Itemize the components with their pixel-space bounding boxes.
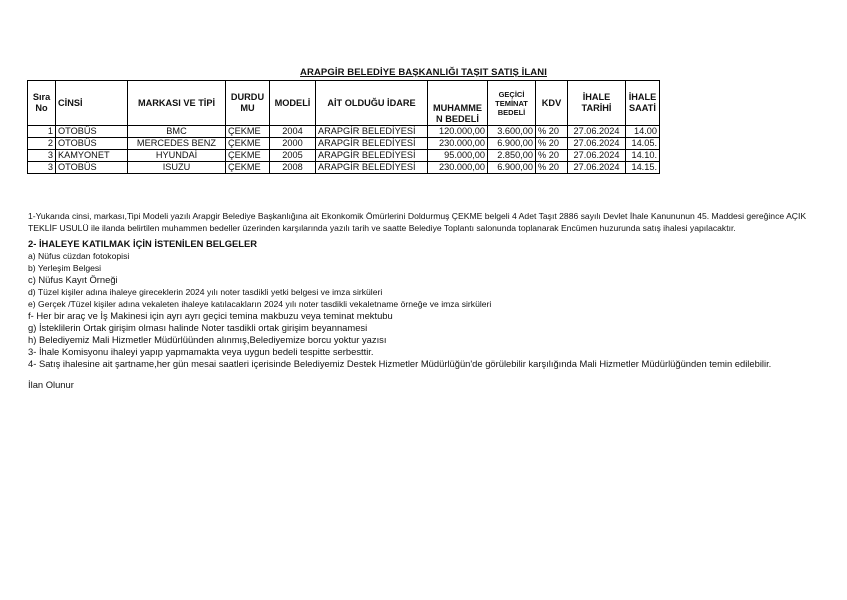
cell-sira: 3 [28,162,56,174]
cell-modeli: 2005 [270,150,316,162]
cell-kdv: % 20 [536,126,568,138]
announcement-body [28,210,828,391]
cell-teminat: 2.850,00 [488,150,536,162]
cell-idare: ARAPGİR BELEDİYESİ [316,162,428,174]
cell-idare: ARAPGİR BELEDİYESİ [316,150,428,162]
header-bedel: MUHAMMEN BEDELİ [428,81,488,126]
cell-markasi: HYUNDAİ [128,150,226,162]
cell-tarih: 27.06.2024 [568,138,626,150]
header-saat: İHALE SAATİ [626,81,660,126]
header-markasi: MARKASI VE TİPİ [128,81,226,126]
cell-durumu: ÇEKME [226,126,270,138]
cell-tarih: 27.06.2024 [568,126,626,138]
cell-markasi: ISUZU [128,162,226,174]
document-item-h: h) Belediyemiz Mali Hizmetler Müdürlüünden alınmış,Belediyemize borcu yoktur yazısı [28,334,387,345]
header-durumu: DURDUMU [226,81,270,126]
cell-modeli: 2004 [270,126,316,138]
cell-markasi: MERCEDES BENZ [128,138,226,150]
cell-cinsi: OTOBÜS [56,126,128,138]
paragraph-3: 3- İhale Komisyonu ihaleyi yapıp yapmamakta veya uygun bedeli tespitte serbesttir. [28,346,374,357]
document-item-c: c) Nüfus Kayıt Örneği [28,274,118,285]
cell-bedel: 230.000,00 [428,162,488,174]
header-tarih: İHALE TARİHİ [568,81,626,126]
header-idare: AİT OLDUĞU İDARE [316,81,428,126]
cell-saat: 14.10. [626,150,660,162]
vehicle-table [27,80,660,174]
cell-bedel: 120.000,00 [428,126,488,138]
cell-kdv: % 20 [536,162,568,174]
header-teminat: GEÇİCİ TEMİNAT BEDELİ [488,81,536,126]
cell-teminat: 6.900,00 [488,162,536,174]
cell-markasi: BMC [128,126,226,138]
section-2-heading: 2- İHALEYE KATILMAK İÇİN İSTENİLEN BELGELER [28,238,257,249]
cell-durumu: ÇEKME [226,150,270,162]
cell-saat: 14.05. [626,138,660,150]
cell-cinsi: KAMYONET [56,150,128,162]
cell-sira: 1 [28,126,56,138]
header-kdv: KDV [536,81,568,126]
table-row [28,162,660,174]
paragraph-1: 1-Yukarıda cinsi, markası,Tipi Modeli yazılı Arapgir Belediye Başkanlığına ait Ekonkomik Ömürlerini Doldurmuş ÇEKME belgeli 4 Adet Taşıt 2886 sayılı Devlet İhale Kanununun 45. Maddesi gereğince AÇIK TEKLİF USULÜ ile ilanda belirtilen muhammen bedeller üzerinden karşılarında yazılı tarih ve saatte Belediye Toplantı salonunda toplanarak Encümen huzurunda satış ihalesi yapılacaktır. [28,211,807,233]
cell-durumu: ÇEKME [226,162,270,174]
cell-teminat: 3.600,00 [488,126,536,138]
paragraph-4: 4- Satış ihalesine ait şartname,her gün mesai saatleri içerisinde Belediyemiz Destek Hizmetler Müdürlüğün'de görülebilir karşılığında Mali Hizmetler Müdürlüğünden temin edilebilir. [28,358,772,369]
closing-text: İlan Olunur [28,379,74,390]
document-item-a: a) Nüfus cüzdan fotokopisi [28,251,130,261]
cell-modeli: 2000 [270,138,316,150]
cell-saat: 14.00 [626,126,660,138]
page-title: ARAPGİR BELEDİYE BAŞKANLIĞI TAŞIT SATIŞ İLANI [300,67,547,78]
header-modeli: MODELİ [270,81,316,126]
cell-modeli: 2008 [270,162,316,174]
cell-tarih: 27.06.2024 [568,150,626,162]
document-item-e: e) Gerçek /Tüzel kişiler adına vekaleten ihaleye katılacakların 2024 yılı noter tasdikli vekaletname örneğe ve imza sirküleri [28,299,492,309]
cell-sira: 3 [28,150,56,162]
cell-durumu: ÇEKME [226,138,270,150]
header-sira: Sıra No [28,81,56,126]
cell-cinsi: OTOBÜS [56,138,128,150]
cell-saat: 14.15. [626,162,660,174]
table-row [28,138,660,150]
cell-tarih: 27.06.2024 [568,162,626,174]
document-item-d: d) Tüzel kişiler adına ihaleye gireceklerin 2024 yılı noter tasdikli yetki belgesi ve imza sirküleri [28,287,383,297]
cell-kdv: % 20 [536,138,568,150]
header-cinsi: CİNSİ [56,81,128,126]
document-item-g: g) İsteklilerin Ortak girişim olması halinde Noter tasdikli ortak girişim beyannamesi [28,322,368,333]
table-row [28,126,660,138]
cell-idare: ARAPGİR BELEDİYESİ [316,138,428,150]
document-item-b: b) Yerleşim Belgesi [28,263,102,273]
cell-cinsi: OTOBÜS [56,162,128,174]
cell-bedel: 230.000,00 [428,138,488,150]
table-header-row [28,81,660,126]
cell-sira: 2 [28,138,56,150]
cell-teminat: 6.900,00 [488,138,536,150]
table-row [28,150,660,162]
cell-idare: ARAPGİR BELEDİYESİ [316,126,428,138]
cell-kdv: % 20 [536,150,568,162]
cell-bedel: 95.000,00 [428,150,488,162]
document-item-f: f- Her bir araç ve İş Makinesi için ayrı ayrı geçici temina makbuzu veya teminat mektubu [28,310,393,321]
